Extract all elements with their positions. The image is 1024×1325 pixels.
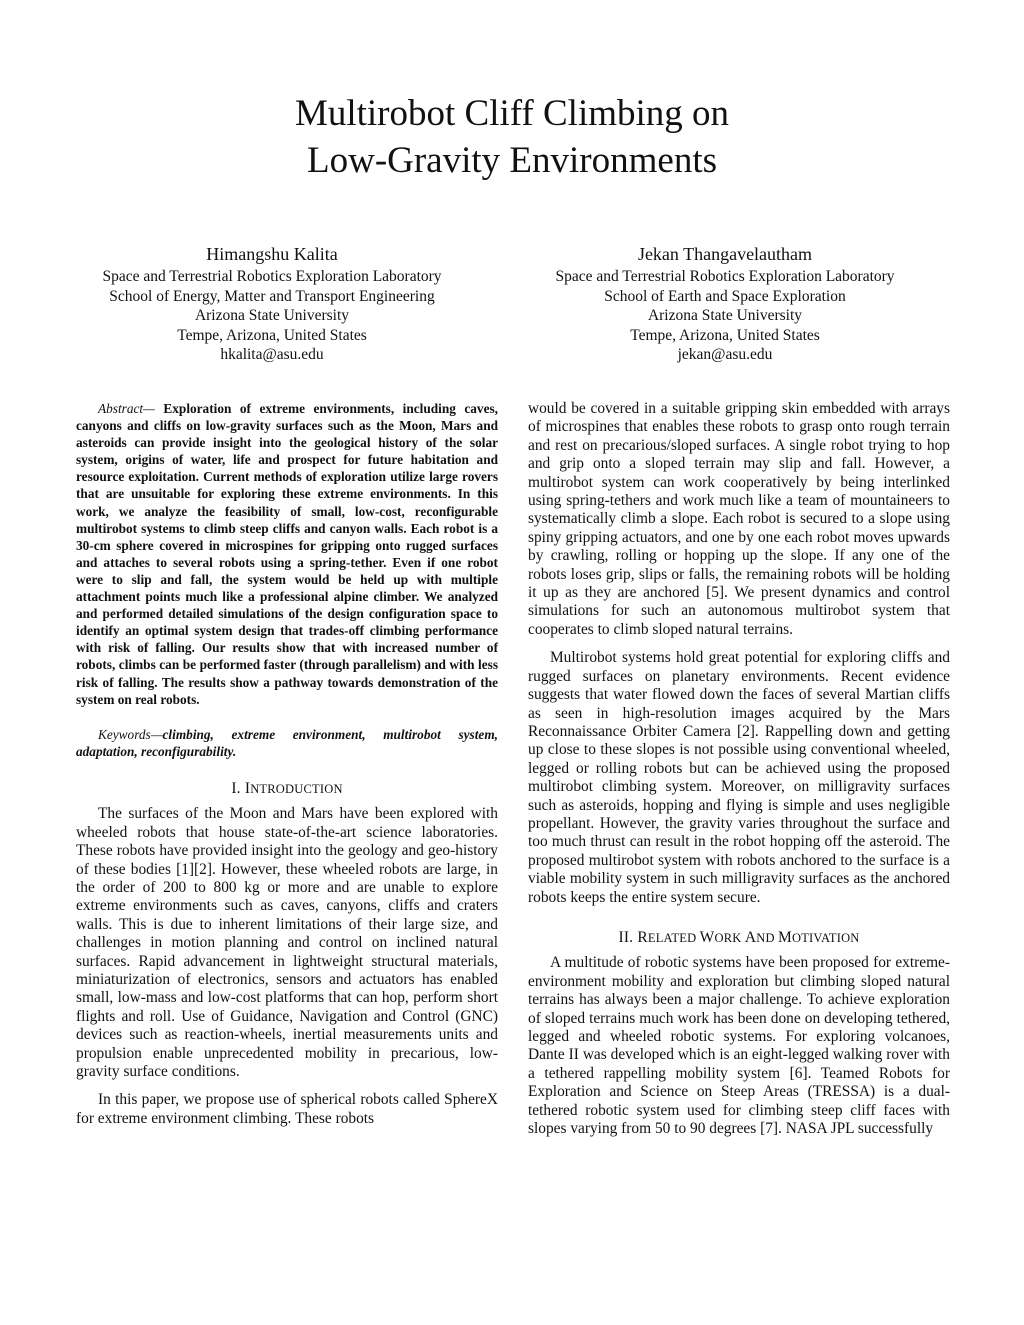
left-column — [76, 400, 498, 1128]
author-name: Jekan Thangavelautham — [637, 244, 813, 264]
author-lab: Space and Terrestrial Robotics Exploration Laboratory — [102, 268, 442, 285]
section-heading-related-work: II. RELATED WORK AND MOTIVATION — [618, 928, 860, 946]
keywords-text: climbing, extreme environment, multirobot system, adaptation, reconfigurability. — [76, 726, 498, 759]
related-work-paragraph-1: A multitude of robotic systems have been proposed for extreme-environment mobility and exploration but climbing sloped natural terrains has always been a major challenge. To achieve exploration of sloped terrains much work has been done on developing tethered, legged and wheeled robotic systems. For exploring volcanoes, Dante II was developed which is an eight-legged walking rover with a tethered rappelling mobility system [6]. Teamed Robots for Exploration and Science on Steep Areas (TRESSA) is a dual-tethered robotic system used for climbing steep cliff faces with slopes varying from 50 to 90 degrees [7]. NASA JPL successfully — [528, 954, 950, 1138]
author-name: Himangshu Kalita — [206, 244, 338, 264]
author-school: School of Energy, Matter and Transport Engineering — [109, 287, 435, 305]
author-location: Tempe, Arizona, United States — [177, 326, 367, 344]
abstract — [76, 400, 498, 708]
keywords-label: Keywords— — [98, 726, 163, 742]
author-email: jekan@asu.edu — [677, 346, 773, 364]
author-school: School of Earth and Space Exploration — [604, 287, 846, 305]
author-block-2 — [515, 243, 935, 365]
intro-paragraph-2: In this paper, we propose use of spherical robots called SphereX for extreme environment climbing. These robots — [76, 1091, 498, 1127]
author-email: hkalita@asu.edu — [220, 346, 324, 364]
intro-paragraph-1: The surfaces of the Moon and Mars have been explored with wheeled robots that house state-of-the-art science laboratories. These robots have provided insight into the geology and geo-history of these bodies [1][2]. However, these wheeled robots are large, in the order of 200 to 800 kg or more and are unable to explore extreme environments such as caves, canyons, cliffs and craters walls. This is due to inherent limitations of their large size, and challenges in motion planning and control on inclined natural surfaces. Rapid advancement in lightweight structural materials, miniaturization of electronics, sensors and actuators has enabled small, low-mass and low-cost platforms that can hop, perform short flights and roll. Use of Guidance, Navigation and Control (GNC) devices such as reaction-wheels, inertial measurements units and propulsion enable unprecedented mobility in precarious, low-gravity surface conditions. — [76, 805, 498, 1080]
abstract-label: Abstract— — [98, 401, 155, 416]
keywords — [76, 726, 498, 760]
right-column — [528, 400, 950, 1138]
title-line-2: Low-Gravity Environments — [307, 140, 717, 181]
author-block-1 — [62, 243, 482, 365]
paper-title — [0, 90, 1024, 184]
author-university: Arizona State University — [647, 307, 803, 325]
title-line-1: Multirobot Cliff Climbing on — [294, 93, 730, 134]
abstract-text: Exploration of extreme environments, including caves, canyons and cliffs on low-gravity surfaces such as the Moon, Mars and asteroids can provide insight into the geological history of the solar system, origins of water, life and prospect for future habitation and resource exploitation. Current methods of exploration utilize large rovers that are unsuitable for exploring these extreme environments. In this work, we analyze the feasibility of small, low-cost, reconfigurable multirobot systems to climb steep cliffs and canyon walls. Each robot is a 30-cm sphere covered in microspines for gripping onto rugged surfaces and attaches to several robots using a spring-tether. Even if one robot were to slip and fall, the system would be held up with multiple attachment points much like a professional alpine climber. We analyzed and performed detailed simulations of the design configuration space to identify an optimal system design that trades-off climbing performance with risk of falling. Our results show that with increased number of robots, climbs can be performed faster (through parallelism) and with less risk of falling. The results show a pathway towards demonstration of the system on real robots. — [76, 401, 498, 707]
author-university: Arizona State University — [194, 307, 350, 325]
author-location: Tempe, Arizona, United States — [630, 326, 820, 344]
section-heading-introduction: I. INTRODUCTION — [231, 779, 343, 797]
body-paragraph-multirobot: Multirobot systems hold great potential for exploring cliffs and rugged surfaces on planetary environments. Recent evidence suggests that water flowed down the faces of several Martian cliffs as seen in high-resolution images acquired by the Mars Reconnaissance Orbiter Camera [2]. Rappelling down and getting up close to these slopes is not possible using conventional wheeled, legged or rolling robots but can be achieved using the proposed multirobot climbing system. Moreover, on milligravity surfaces such as asteroids, hopping and flying is simple and uses negligible propellant. However, the gravity varies throughout the surface and too much thrust can result in the robot hopping off the asteroid. The proposed multirobot system with robots anchored to the surface is a viable mobility system in such milligravity surfaces as the anchored robots keeps the entire system secure. — [528, 649, 950, 906]
author-lab: Space and Terrestrial Robotics Exploration Laboratory — [555, 268, 895, 285]
body-paragraph-continued: would be covered in a suitable gripping skin embedded with arrays of microspines that enables these robots to grasp onto rough terrain and rest on precarious/sloped surfaces. A single robot trying to hop and grip onto a sloped terrain may slip and fall. However, a multirobot system can work cooperatively by being interlinked using spring-tethers and work much like a team of mountaineers to systematically climb a slope. Each robot is secured to a slope using spiny gripping actuators, and one by one each robot moves upwards by crawling, rolling or hopping up the slope. If any one of the robots loses grip, slips or falls, the remaining robots will be holding it up as they are anchored [5]. We present dynamics and control simulations for such an autonomous multirobot system that cooperates to climb sloped natural terrains. — [528, 400, 950, 638]
